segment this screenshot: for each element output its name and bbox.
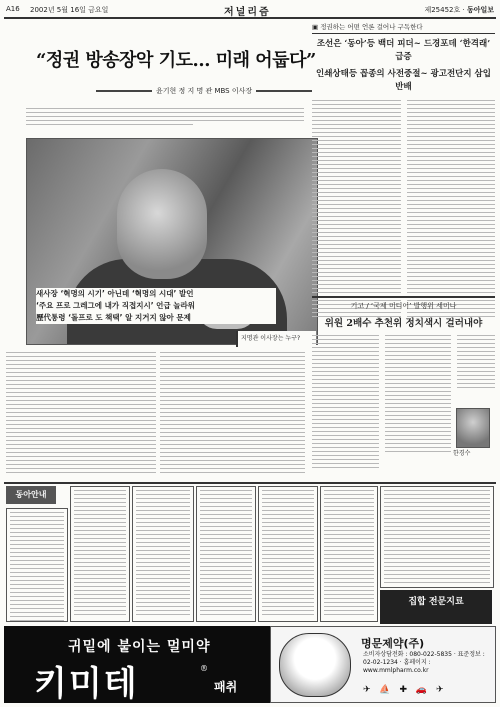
pull-quote: 새사장 ‘혁명의 시기’ 아닌데 ‘혁명의 시대’ 발언	[36, 289, 194, 298]
classified-ad	[320, 486, 378, 622]
kimite-brand: 키미테	[34, 664, 139, 704]
page-header	[4, 3, 496, 19]
kimite-tagline: 귀밑에 붙이는 멀미약	[68, 639, 211, 655]
classified-ad	[6, 508, 68, 622]
lead-paragraph	[26, 108, 304, 130]
registered-mark: ®	[200, 664, 208, 673]
pull-quote-box	[36, 288, 276, 324]
pharma-contact: 소비자상담전화 : 080-022-5835 · 표준정보 : 02-02-1234 · 홈페이지 : www.mmlpharm.co.kr	[363, 651, 485, 674]
right-top-col-1	[312, 100, 401, 320]
photo-caption: 지명관 이사장는 누구?	[236, 331, 316, 347]
date-line: 2002년 5월 16일 금요일	[30, 6, 109, 14]
photo-subject-head	[117, 169, 207, 279]
author-portrait	[456, 408, 490, 448]
pharma-brand: 명문제약(주)	[361, 637, 425, 650]
cartoon-illustration	[279, 633, 351, 697]
page-number: A16	[6, 5, 20, 13]
op-ed-col-2	[385, 335, 452, 471]
author-name: 한경수	[453, 450, 471, 457]
right-top-title-line: 인쇄상태등 꼽종의 사전중절~ 광고전단지 삼입반배	[316, 69, 491, 92]
section-title: 저널리즘	[224, 7, 271, 18]
op-ed-title: 위원 2배수 추천위 정치색시 걸러내야	[324, 318, 483, 329]
right-top-kicker: ▣ 정권하는 어떤 언론 걸어나 구독한다	[312, 22, 495, 34]
right-top-col-2	[407, 100, 496, 320]
transport-icons: ✈ ⛵ ✚ 🚗 ✈	[363, 685, 447, 695]
kimite-suffix: 패취	[214, 680, 238, 694]
article-column-1	[6, 352, 156, 478]
pull-quote: 歷代통령 ‘돌프로 도 책택’ 알 지거지 않아 문제	[36, 313, 191, 322]
op-ed-kicker: 기고 / ‘국제 미디어’ 발행위 세미나	[350, 302, 457, 310]
classified-ad	[258, 486, 318, 622]
pull-quote: ‘주요 프로 그레그에 내가 직접지시’ 언급 놀라워	[36, 301, 196, 310]
main-headline: “정권 방송장악 기도… 미래 어둡다”	[36, 50, 316, 71]
classified-ad	[132, 486, 194, 622]
dongah-guide-label: 동아안내	[6, 486, 56, 504]
issue-number: 제25452호 · 동아일보	[424, 6, 494, 14]
classified-ad	[380, 486, 494, 588]
byline: 윤기현 정 지 명 관 MBS 이사장	[92, 86, 316, 96]
right-top-article	[312, 22, 495, 286]
classified-ad	[70, 486, 130, 622]
op-ed-col-1	[312, 335, 379, 471]
article-column-2	[160, 352, 305, 478]
right-top-title-line: 조선은 ‘동아’등 백더 피더~ 드경포데 ‘한격래’ 급증	[316, 39, 491, 62]
pharma-ad	[270, 626, 496, 703]
classified-ad	[196, 486, 256, 622]
phone-ad-banner: 집합 전문지료	[380, 590, 492, 624]
